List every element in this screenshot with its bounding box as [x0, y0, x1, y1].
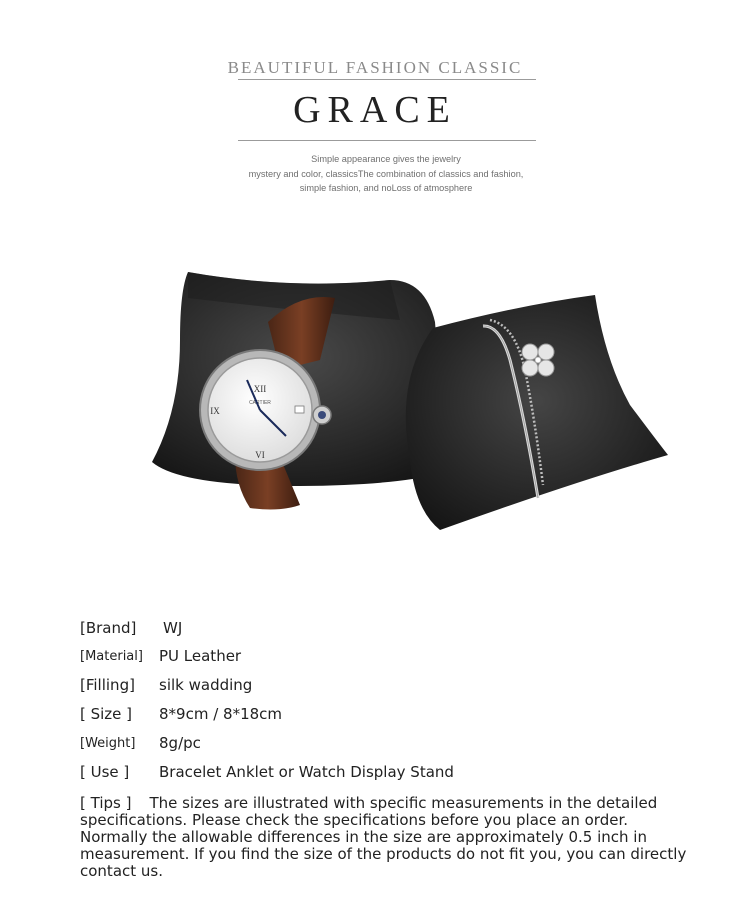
svg-text:IX: IX: [210, 406, 220, 416]
spec-key: [Weight]: [80, 736, 136, 751]
divider-top: [238, 79, 536, 80]
spec-value: 8g/pc: [159, 734, 201, 752]
spec-key: [Filling]: [80, 676, 135, 694]
spec-value: silk wadding: [159, 676, 253, 694]
spec-value: PU Leather: [159, 647, 242, 665]
spec-value: WJ: [163, 619, 183, 637]
description-line: mystery and color, classicsThe combination of classics and fashion,: [248, 168, 524, 179]
divider-bottom: [238, 140, 536, 141]
spec-value: Bracelet Anklet or Watch Display Stand: [159, 763, 454, 781]
svg-text:VI: VI: [255, 450, 265, 460]
spec-key: [ Use ]: [80, 763, 130, 781]
spec-key: [ Size ]: [80, 705, 133, 723]
tips-key: [ Tips ]: [80, 794, 132, 812]
header-banner: [0, 0, 750, 210]
svg-text:XII: XII: [253, 384, 267, 394]
spec-value: 8*9cm / 8*18cm: [159, 705, 283, 723]
watch-dial-brand: CARTIER: [249, 400, 271, 406]
product-photo: [140, 250, 680, 550]
tips-text: The sizes are illustrated with specific measurements in the detailed specifications. Please check the specifications before you place an order. Normally the allowable differences in the size are approximately 0.5 inch in measurement. If you find the size of the products do not fit you, you can directly contact us.: [80, 794, 687, 880]
spec-tips: [80, 795, 700, 880]
spec-key: [Material]: [80, 649, 143, 664]
banner-description: [0, 152, 750, 196]
banner-title: GRACE: [293, 89, 457, 131]
description-line: simple fashion, and noLoss of atmosphere: [299, 183, 473, 193]
banner-subtitle: BEAUTIFUL FASHION CLASSIC: [227, 58, 523, 77]
spec-key: [Brand]: [80, 619, 137, 637]
description-line: Simple appearance gives the jewelry: [311, 154, 461, 164]
